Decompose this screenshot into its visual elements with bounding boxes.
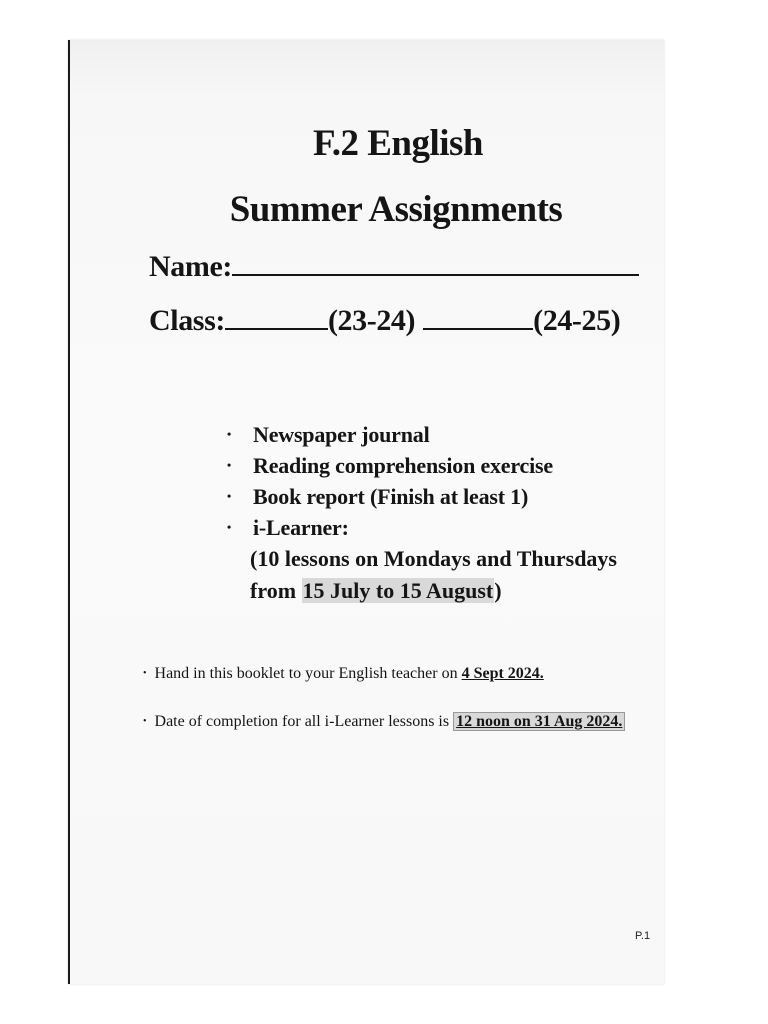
task-label: Newspaper journal: [253, 422, 430, 447]
ilearner-date-range: 15 July to 15 August: [302, 578, 494, 603]
bullet-icon: •: [227, 458, 232, 472]
page-number: P.1: [635, 930, 651, 942]
bullet-icon: •: [143, 668, 147, 679]
completion-date: 12 noon on 31 Aug 2024.: [453, 712, 625, 731]
completion-text: Date of completion for all i-Learner lessons is: [154, 713, 454, 730]
class-blank-line-1[interactable]: [225, 306, 328, 330]
document-subtitle: Summer Assignments: [229, 189, 563, 230]
name-label: Name:: [149, 250, 232, 283]
handin-date: 4 Sept 2024.: [461, 665, 544, 682]
ilearner-detail-line-2: [227, 575, 617, 607]
ilearner-from-text: from: [250, 578, 302, 603]
handin-text: Hand in this booklet to your English teacher on: [154, 665, 462, 682]
document-title: F.2 English: [313, 123, 483, 164]
task-label: i-Learner:: [253, 515, 349, 540]
name-field: [149, 250, 639, 284]
bullet-icon: •: [143, 716, 147, 727]
list-item: [227, 419, 617, 450]
list-item: [227, 512, 617, 543]
task-label: Book report (Finish at least 1): [253, 484, 529, 509]
bullet-icon: •: [227, 489, 232, 503]
completion-note: [143, 713, 625, 731]
task-label: Reading comprehension exercise: [253, 453, 553, 478]
class-year-1: (23-24): [327, 304, 416, 337]
name-blank-line[interactable]: [232, 252, 639, 276]
class-label: Class:: [149, 304, 225, 337]
list-item: [227, 450, 617, 481]
class-blank-line-2[interactable]: [423, 306, 533, 330]
list-item: [227, 481, 617, 512]
bullet-icon: •: [227, 520, 232, 534]
page-edge-shadow: [68, 40, 70, 984]
ilearner-detail-line-1: (10 lessons on Mondays and Thursdays: [250, 546, 617, 571]
class-year-2: (24-25): [533, 304, 621, 337]
class-field: [149, 304, 620, 338]
handin-note: [143, 665, 544, 683]
assignment-list: [227, 419, 617, 607]
bullet-icon: •: [227, 427, 232, 441]
ilearner-close-paren: ): [494, 578, 502, 603]
